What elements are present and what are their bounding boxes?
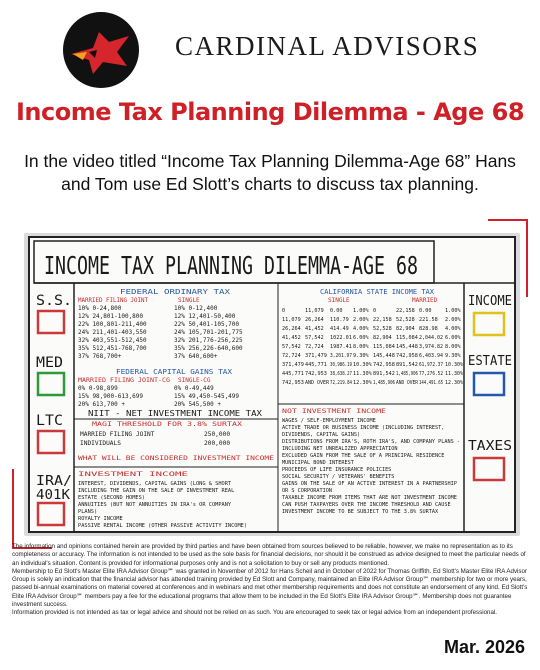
- left-label-3-line2: 401K: [36, 488, 71, 503]
- california-single-cell: 11,079: [282, 317, 301, 323]
- intro-text: In the video titled “Income Tax Planning Dilemma-Age 68” Hans and Tom use Ed Slott’s charts to discuss tax planning.: [24, 151, 516, 194]
- niit-subheading: MAGI THRESHOLD FOR 3.8% SURTAX: [92, 420, 243, 428]
- california-single-cell: 57,542: [282, 344, 301, 350]
- not-investment-item-7: OR S CORPORATION: [282, 488, 332, 494]
- niit-row-label: MARRIED FILING JOINT: [80, 431, 155, 438]
- california-married-cell: 828.98: [419, 326, 438, 332]
- california-married-cell: 61,972.37: [419, 362, 443, 368]
- california-married-header: MARRIED: [412, 297, 438, 304]
- california-married-cell: 742,958: [396, 353, 418, 359]
- california-single-cell: 10.30%: [353, 362, 372, 368]
- not-investment-item-5: PROCEEDS OF LIFE INSURANCE POLICIES: [282, 467, 392, 473]
- brand-name: CARDINAL ADVISORS: [175, 31, 480, 61]
- investment-income-item-1: PLANS): [78, 509, 98, 515]
- california-single-cell: 9.30%: [353, 353, 369, 359]
- california-married-cell: 22,158: [396, 308, 415, 314]
- federal-ordinary-single-header: SINGLE: [178, 297, 200, 304]
- not-investment-item-2: DISTRIBUTIONS FROM IRA'S, ROTH IRA'S, AND COMPANY PLANS -: [282, 439, 461, 445]
- california-single-cell: 4.00%: [353, 326, 369, 332]
- federal-ordinary-mfj-row: 32% 403,551-512,450: [78, 337, 147, 344]
- california-married-cell: 77,276.52: [419, 371, 443, 377]
- niit-considered-heading: WHAT WILL BE CONSIDERED INVESTMENT INCOME: [78, 455, 275, 462]
- california-married-cell: 82,904: [396, 326, 415, 332]
- california-married-cell: 3,974.82: [419, 344, 443, 350]
- not-investment-item-1: DIVIDENDS, CAPITAL GAINS): [282, 432, 361, 438]
- california-married-cell: 1,485,906: [396, 371, 418, 377]
- board-title: INCOME TAX PLANNING DILEMMA-AGE 68: [44, 251, 418, 280]
- california-married-cell: 4.00%: [445, 326, 461, 332]
- investment-income-item-0: ESTATE (SECOND HOMES): [78, 495, 145, 501]
- niit-row-value: 200,000: [204, 440, 231, 447]
- california-married-cell: 11.30%: [445, 371, 464, 377]
- california-single-cell: 445,771: [305, 362, 327, 368]
- california-single-cell: 30,986.19: [330, 362, 352, 368]
- california-single-cell: 0: [282, 308, 286, 314]
- california-single-cell: 38,638.27: [330, 371, 352, 377]
- federal-ordinary-single-row: 10% 0-12,400: [174, 305, 218, 312]
- federal-ordinary-mfj-header: MARRIED FILING JOINT: [78, 297, 149, 304]
- investment-income-item-3: PASSIVE RENTAL INCOME (OTHER PASSIVE ACTIVITY INCOME): [78, 523, 248, 529]
- federal-ordinary-single-row: 37% 640,600+: [174, 353, 218, 360]
- investment-income-item-0: INTEREST, DIVIDENDS, CAPITAL GAINS (LONG & SHORT: [78, 481, 232, 487]
- whiteboard: [28, 236, 516, 533]
- california-married-cell: 145,448: [373, 353, 395, 359]
- federal-cg-heading: FEDERAL CAPITAL GAINS TAX: [116, 368, 233, 376]
- disclaimer-paragraph-3: Information provided is not intended as tax or legal advice and should not be relied on as such. You are encouraged to seek tax or legal advice from an independent professional.: [12, 609, 498, 617]
- federal-ordinary-single-row: 35% 256,226-640,600: [174, 345, 243, 352]
- california-single-cell: 12.30%: [353, 380, 372, 386]
- investment-income-item-2: ROYALTY INCOME: [78, 516, 123, 522]
- left-color-box-0: [38, 311, 64, 333]
- california-married-cell: 2,044.02: [419, 335, 443, 341]
- left-label-1: MED: [36, 355, 63, 371]
- not-investment-item-6: SOCIAL SECURITY / VETERANS' BENEFITS: [282, 474, 395, 480]
- federal-ordinary-mfj-row: 37% 768,700+: [78, 353, 122, 360]
- right-color-box-1: [474, 373, 504, 395]
- california-single-cell: AND OVER: [305, 380, 330, 386]
- california-single-cell: 41,452: [305, 326, 324, 332]
- california-single-cell: 57,542: [305, 335, 324, 341]
- california-married-cell: 10.30%: [445, 362, 464, 368]
- not-investment-item-2: INCLUDING NET UNREALIZED APPRECIATION: [282, 446, 398, 452]
- federal-ordinary-mfj-row: 10% 0-24,800: [78, 305, 122, 312]
- federal-cg-mfj-row: 0% 0-98,899: [78, 385, 118, 392]
- investment-income-label: INVESTMENT INCOME: [78, 470, 189, 478]
- right-label-0: INCOME: [468, 294, 512, 309]
- california-single-cell: 110.79: [330, 317, 349, 323]
- not-investment-item-7: GAINS ON THE SALE OF AN ACTIVE INTEREST IN A PARTNERSHIP: [282, 481, 457, 487]
- california-single-cell: 3,201.97: [330, 353, 352, 359]
- whiteboard-drawing: [28, 236, 516, 533]
- federal-ordinary-mfj-row: 12% 24,801-100,800: [78, 313, 144, 320]
- accent-line-left: [12, 469, 14, 549]
- not-investment-item-0: WAGES / SELF-EMPLOYMENT INCOME: [282, 418, 376, 424]
- california-single-cell: 1987.41: [330, 344, 352, 350]
- publication-date: Mar. 2026: [444, 637, 526, 657]
- california-married-cell: 52,528: [373, 326, 392, 332]
- right-color-box-0: [474, 313, 504, 335]
- federal-ordinary-heading: FEDERAL ORDINARY TAX: [120, 288, 232, 296]
- federal-cg-mfj-row: 20% 613,700 +: [78, 401, 125, 408]
- niit-heading: NIIT - NET INVESTMENT INCOME TAX: [88, 409, 263, 418]
- california-single-cell: 371,479: [282, 362, 304, 368]
- not-investment-item-4: MUNICIPAL BOND INTEREST: [282, 460, 354, 466]
- not-investment-item-8: TAXABLE INCOME FROM ITEMS THAT ARE NOT INVESTMENT INCOME: [282, 495, 457, 501]
- california-married-cell: AND OVER: [396, 380, 419, 386]
- california-single-cell: 11.30%: [353, 371, 372, 377]
- california-married-cell: 115,084: [373, 344, 395, 350]
- california-married-cell: 6,403.94: [419, 353, 443, 359]
- federal-ordinary-single-row: 24% 105,701-201,775: [174, 329, 243, 336]
- federal-cg-single-header: SINGLE-CG: [178, 377, 211, 384]
- federal-ordinary-single-row: 12% 12,401-50,400: [174, 313, 236, 320]
- california-single-cell: 1.00%: [353, 308, 369, 314]
- california-single-cell: 742,953: [282, 380, 304, 386]
- niit-row-label: INDIVIDUALS: [80, 440, 121, 447]
- accent-line-right: [526, 219, 528, 297]
- federal-ordinary-single-row: 32% 201,776-256,225: [174, 337, 243, 344]
- left-label-3: IRA/: [36, 474, 72, 489]
- california-married-cell: 221.58: [419, 317, 438, 323]
- not-investment-item-3: EXCLUDED GAIN FROM THE SALE OF A PRINCIPAL RESIDENCE: [282, 453, 445, 459]
- federal-ordinary-mfj-row: 22% 100,801-211,400: [78, 321, 147, 328]
- california-single-header: SINGLE: [328, 297, 350, 304]
- california-married-cell: 2.00%: [445, 317, 461, 323]
- federal-cg-single-row: 20% 545,500 +: [174, 401, 221, 408]
- california-single-cell: 8.00%: [353, 344, 369, 350]
- federal-ordinary-single-row: 22% 50,401-105,700: [174, 321, 240, 328]
- california-single-cell: 445,771: [282, 371, 304, 377]
- not-investment-item-8: INVESTMENT INCOME TO BE SUBJECT TO THE 3.8% SURTAX: [282, 509, 439, 515]
- california-single-cell: 414.49: [330, 326, 349, 332]
- left-label-0: S.S.: [36, 293, 72, 309]
- federal-ordinary-mfj-row: 35% 512,451-768,700: [78, 345, 147, 352]
- right-label-2: TAXES: [468, 439, 512, 454]
- california-single-cell: 1022.01: [330, 335, 352, 341]
- california-married-cell: 82,904: [373, 335, 392, 341]
- california-married-cell: 891,542: [396, 362, 418, 368]
- right-label-1: ESTATE: [468, 354, 512, 369]
- california-single-cell: 742,953: [305, 371, 327, 377]
- california-single-cell: 11,079: [305, 308, 324, 314]
- california-married-cell: 115,084: [396, 335, 418, 341]
- california-married-cell: 1.00%: [445, 308, 461, 314]
- california-married-cell: 52,528: [396, 317, 415, 323]
- california-married-cell: 144,491.65: [419, 380, 443, 386]
- not-investment-item-1: ACTIVE TRADE OR BUSINESS INCOME (INCLUDING INTEREST,: [282, 425, 445, 431]
- california-married-cell: 891,542: [373, 371, 395, 377]
- investment-income-item-1: ANNUITIES (BUT NOT ANNUITIES IN IRA's OR COMPANY: [78, 502, 232, 508]
- california-married-cell: 22,158: [373, 317, 392, 323]
- left-color-box-2: [38, 431, 64, 453]
- california-single-cell: 72,724: [305, 344, 324, 350]
- california-single-cell: 26,264: [282, 326, 301, 332]
- federal-cg-single-row: 0% 0-49,449: [174, 385, 214, 392]
- cardinal-bird-logo-icon: [63, 12, 139, 88]
- federal-cg-mfj-header: MARRIED FILING JOINT-CG: [78, 377, 171, 384]
- california-married-cell: 9.30%: [445, 353, 461, 359]
- left-color-box-1: [38, 373, 64, 395]
- california-single-cell: 72,724: [282, 353, 301, 359]
- left-label-2: LTC: [36, 413, 63, 429]
- page-headline: Income Tax Planning Dilemma - Age 68: [15, 98, 525, 126]
- california-married-cell: 1,485,906: [373, 380, 395, 386]
- federal-cg-single-row: 15% 49,450-545,499: [174, 393, 240, 400]
- not-investment-item-8: CAN PUSH TAXPAYERS OVER THE INCOME THRESHOLD AND CAUSE: [282, 502, 451, 508]
- california-married-cell: 145,448: [396, 344, 418, 350]
- california-married-cell: 8.00%: [445, 344, 461, 350]
- california-single-cell: 2.00%: [353, 317, 369, 323]
- california-married-cell: 6.00%: [445, 335, 461, 341]
- california-single-cell: 371,479: [305, 353, 327, 359]
- california-heading: CALIFORNIA STATE INCOME TAX: [320, 288, 435, 296]
- disclaimer-paragraph-2: Membership to Ed Slott's Master Elite IRA Advisor Group℠ was granted in November of 2012 for Hans Scheil and in October of 2022 for Thomas Griffith. Ed Slott's Master Elite IRA Advisor Group is solely an indication that the financial advisor has attended training provided by Ed Slott and Company, maintained an Elite IRA Advisor Group℠ membership for two or more years, passed bi-annual examinations on material covered at conferences and in webinars and met other membership requirements and does not constitute an endorsement of any kind. Ed Slott's Elite IRA Advisor Group℠ members pay a fee for the educational programs that allow them to be included in the Ed Slott's Elite IRA Advisor Group℠. Membership does not guarantee investment success.: [12, 567, 528, 609]
- not-investment-heading: NOT INVESTMENT INCOME: [282, 407, 387, 415]
- california-single-cell: 0.00: [330, 308, 343, 314]
- federal-ordinary-mfj-row: 24% 211,401-403,550: [78, 329, 147, 336]
- california-single-cell: 72,219.84: [330, 380, 352, 386]
- california-single-cell: 26,264: [305, 317, 324, 323]
- disclaimer: [12, 543, 528, 618]
- investment-income-item-0: INCLUDING THE GAIN ON THE SALE OF INVESTMENT REAL: [78, 488, 235, 494]
- left-color-box-3: [38, 503, 64, 525]
- federal-cg-mfj-row: 15% 98,900-613,699: [78, 393, 144, 400]
- disclaimer-paragraph-1: The information and opinions contained herein are provided by third parties and have been obtained from sources believed to be reliable, however, we make no representation as to its completeness or accuracy. The information is not intended to be used as the sole basis for financial decisions, nor should it be construed as advice designed to meet the particular needs of an individual's situation. Content is provided for informational purposes only and is not a solicitation to buy or sell any products mentioned.: [12, 543, 526, 567]
- accent-line-top-right: [488, 219, 528, 221]
- california-married-cell: 742,958: [373, 362, 395, 368]
- california-married-cell: 0: [373, 308, 377, 314]
- california-single-cell: 6.00%: [353, 335, 369, 341]
- california-married-cell: 0.00: [419, 308, 432, 314]
- california-single-cell: 41,452: [282, 335, 301, 341]
- right-color-box-2: [474, 458, 504, 480]
- niit-row-value: 250,000: [204, 431, 231, 438]
- california-married-cell: 12.30%: [445, 380, 464, 386]
